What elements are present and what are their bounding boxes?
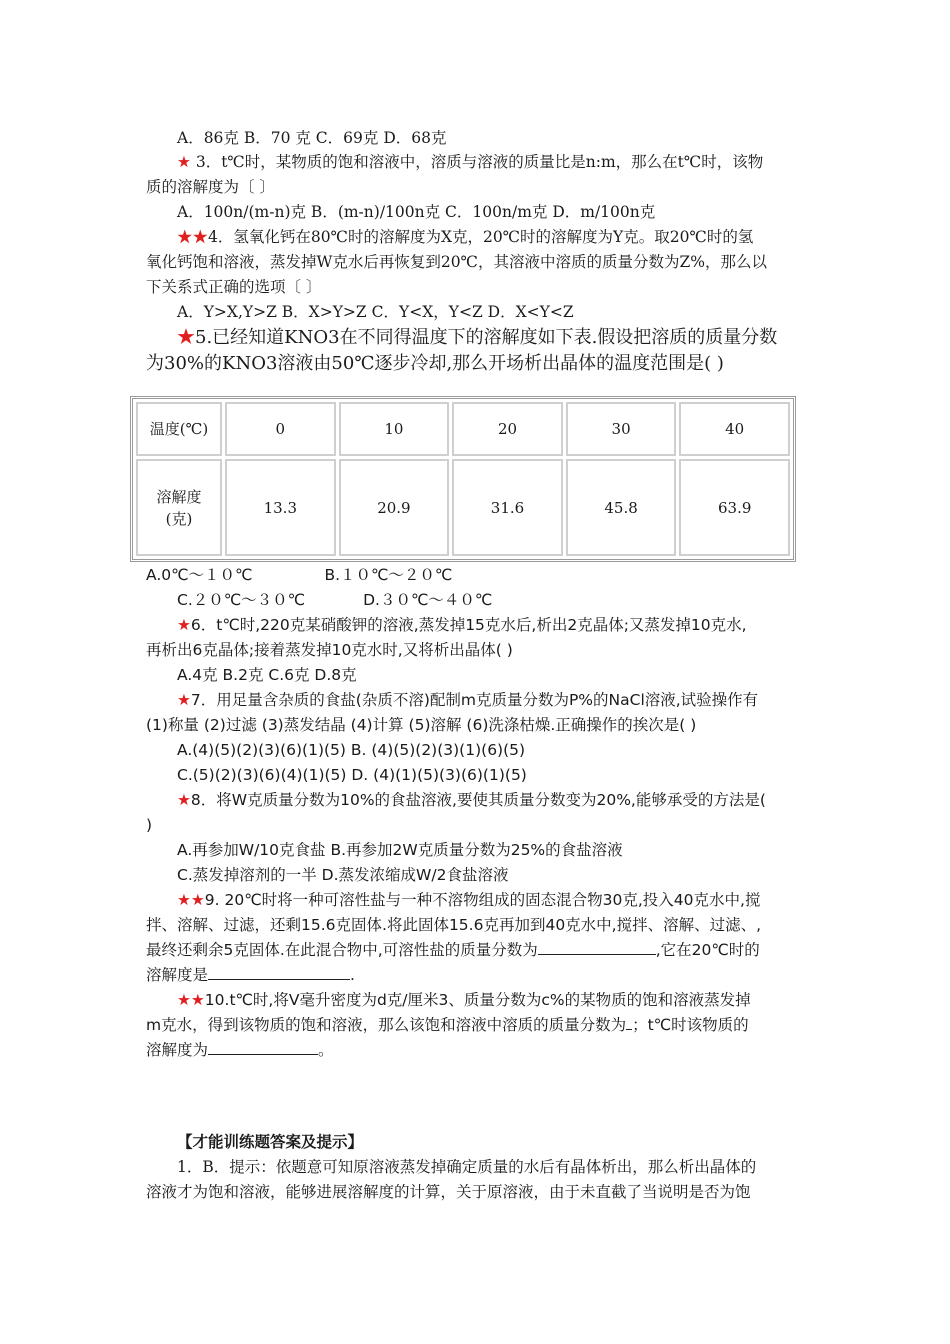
q8-options-ab: A.再参加W/10克食盐 B.再参加2W克质量分数为25%的食盐溶液	[177, 841, 623, 859]
temperature-cell: 40	[679, 402, 790, 456]
q7-options-cd: C.(5)(2)(3)(6)(4)(1)(5) D. (4)(1)(5)(3)(6)(1)(5)	[177, 766, 527, 784]
star-icon: ★★	[177, 891, 205, 909]
q9-line3: 最终还剩余5克固体.在此混合物中,可溶性盐的质量分数为 ,它在20℃时的	[146, 941, 760, 959]
solubility-table	[130, 396, 796, 562]
q7-options-ab: A.(4)(5)(2)(3)(6)(1)(5) B. (4)(5)(2)(3)(1)(6)(5)	[177, 741, 526, 759]
q7-line1: ★7．用足量含杂质的食盐(杂质不溶)配制m克质量分数为P%的NaCl溶液,试验操作有	[177, 691, 759, 709]
solubility-cell: 63.9	[679, 459, 790, 556]
star-icon: ★	[177, 616, 191, 634]
q8-options-cd: C.蒸发掉溶剂的一半 D.蒸发浓缩成W/2食盐溶液	[177, 866, 509, 884]
answers-heading: 【才能训练题答案及提示】	[177, 1133, 364, 1151]
temperature-label: 温度(℃)	[136, 402, 222, 456]
q10-line1: ★★10.t℃时,将V毫升密度为d克/厘米3、质量分数为c%的某物质的饱和溶液蒸发掉	[177, 991, 751, 1009]
temperature-cell: 30	[566, 402, 677, 456]
q6-line2: 再析出6克晶体;接着蒸发掉10克水时,又将析出晶体( )	[146, 641, 513, 659]
q9-line1: ★★9. 20℃时将一种可溶性盐与一种不溶物组成的固态混合物30克,投入40克水中,搅	[177, 891, 761, 909]
q4-options: A．Y>X,Y>Z B．X>Y>Z C．Y<X，Y<Z D．X<Y<Z	[177, 303, 574, 321]
q8-line1: ★8．将W克质量分数为10%的食盐溶液,要使其质量分数变为20%,能够承受的方法是(	[177, 791, 766, 809]
q5-options-ab: A.0℃～１０℃ B.１０℃～２０℃	[146, 566, 453, 584]
q4-line3: 下关系式正确的选项〔 〕	[146, 278, 322, 296]
solubility-label: 溶解度 (克)	[136, 459, 222, 556]
q8-line2: )	[146, 816, 153, 834]
q10-line3: 溶解度为 。	[146, 1041, 334, 1059]
star-icon: ★★	[177, 991, 205, 1009]
solubility-cell: 45.8	[566, 459, 677, 556]
temperature-row	[136, 402, 790, 456]
q5-line1: ★5.已经知道KNO3在不同得温度下的溶解度如下表.假设把溶质的质量分数	[177, 327, 778, 348]
q2-options: A．86克 B．70 克 C．69克 D．68克	[177, 129, 447, 147]
solubility-cell: 20.9	[339, 459, 450, 556]
star-icon: ★	[177, 691, 191, 709]
answer1-line1: 1．B．提示：依题意可知原溶液蒸发掉确定质量的水后有晶体析出，那么析出晶体的	[177, 1158, 757, 1176]
temperature-cell: 0	[225, 402, 336, 456]
q3-line2: 质的溶解度为〔 〕	[146, 178, 275, 196]
answer1-line2: 溶液才为饱和溶液，能够进展溶解度的计算，关于原溶液，由于未直截了当说明是否为饱	[146, 1183, 751, 1201]
q9-line4: 溶解度是 .	[146, 966, 355, 984]
q3-options: A．100n/(m-n)克 B．(m-n)/100n克 C．100n/m克 D．m/100n克	[177, 203, 656, 221]
q3-line1: ★ 3．t℃时，某物质的饱和溶液中，溶质与溶液的质量比是n:m，那么在t℃时，该物	[177, 153, 764, 171]
q10-line2: m克水，得到该物质的饱和溶液，那么该饱和溶液中溶质的质量分数为 ；t℃时该物质的	[146, 1016, 749, 1034]
q6-options: A.4克 B.2克 C.6克 D.8克	[177, 666, 357, 684]
star-icon: ★	[177, 153, 191, 171]
answer-blank[interactable]	[208, 1040, 318, 1055]
solubility-cell: 13.3	[225, 459, 336, 556]
star-icon: ★	[177, 791, 191, 809]
solubility-row	[136, 459, 790, 556]
temperature-cell: 10	[339, 402, 450, 456]
answer-blank[interactable]	[538, 940, 656, 955]
star-icon: ★	[177, 327, 195, 348]
q5-line2: 为30%的KNO3溶液由50℃逐步冷却,那么开场析出晶体的温度范围是( )	[146, 353, 724, 374]
solubility-cell: 31.6	[452, 459, 563, 556]
q4-line1: ★★4．氢氧化钙在80℃时的溶解度为X克，20℃时的溶解度为Y克。取20℃时的氢	[177, 228, 754, 246]
q4-line2: 氧化钙饱和溶液，蒸发掉W克水后再恢复到20℃，其溶液中溶质的质量分数为Z%，那么以	[146, 253, 767, 271]
q5-options-cd: C.２０℃～３０℃ D.３０℃～４０℃	[177, 591, 493, 609]
star-icon: ★★	[177, 228, 209, 246]
temperature-cell: 20	[452, 402, 563, 456]
answer-blank[interactable]	[208, 965, 350, 980]
q9-line2: 拌、溶解、过滤，还剩15.6克固体.将此固体15.6克再加到40克水中,搅拌、溶解、过滤、,	[146, 916, 762, 934]
q7-line2: (1)称量 (2)过滤 (3)蒸发结晶 (4)计算 (5)溶解 (6)洗涤枯燥.正确操作的挨次是( )	[146, 716, 697, 734]
q6-line1: ★6．t℃时,220克某硝酸钾的溶液,蒸发掉15克水后,析出2克晶体;又蒸发掉10克水,	[177, 616, 747, 634]
